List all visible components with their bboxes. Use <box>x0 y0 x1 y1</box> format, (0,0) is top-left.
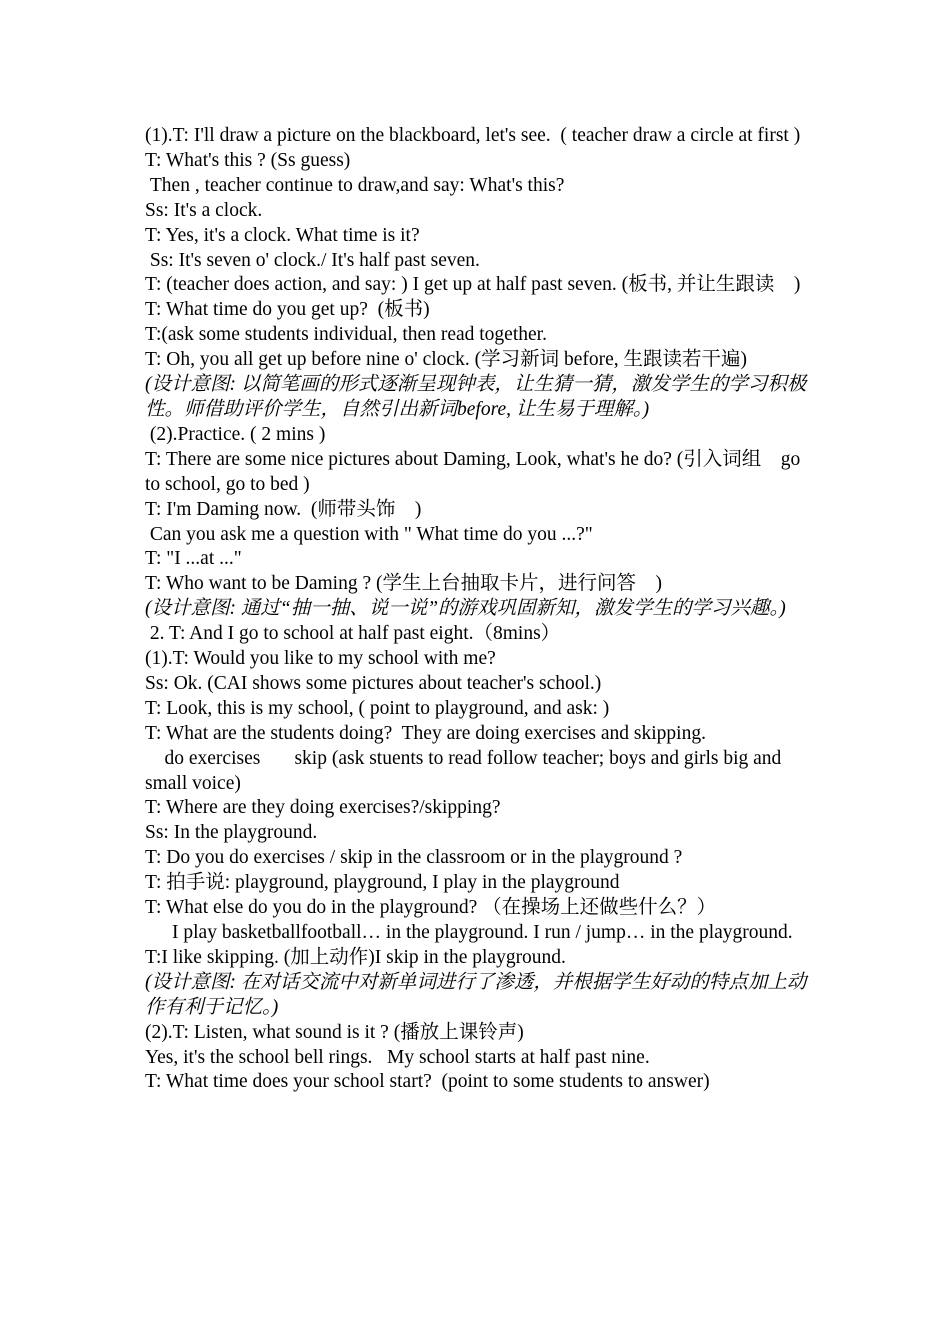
text-line: T: (teacher does action, and say: ) I get up at half past seven. (板书, 并让生跟读 ) <box>145 274 801 296</box>
text-line: T: Look, this is my school, ( point to playground, and ask: ) <box>145 697 610 719</box>
text-line: do exercises skip (ask stuents to read follow teacher; boys and girls big and small voice) <box>145 747 787 794</box>
text-line: T:(ask some students individual, then read together. <box>145 324 547 346</box>
section-heading: (2).Practice. ( 2 mins ) <box>145 423 326 445</box>
text-line: T: I'm Daming now. (师带头饰 ) <box>145 498 422 520</box>
text-line: (1).T: I'll draw a picture on the blackboard, let's see. ( teacher draw a circle at first ) <box>145 125 801 146</box>
text-line: Yes, it's the school bell rings. My school starts at half past nine. <box>145 1046 650 1068</box>
text-line: Can you ask me a question with " What time do you ...?" <box>145 523 593 545</box>
text-line: Ss: It's a clock. <box>145 199 263 221</box>
text-line: Ss: In the playground. <box>145 822 318 844</box>
text-line: (2).T: Listen, what sound is it ? (播放上课铃声) <box>145 1021 524 1043</box>
design-note: (设计意图: 通过“抽一抽、说一说”的游戏巩固新知，激发学生的学习兴趣。) <box>145 598 786 620</box>
text-line: Then , teacher continue to draw,and say: What's this? <box>145 174 565 196</box>
text-line: T: There are some nice pictures about Daming, Look, what's he do? (引入词组 go to school, go to bed ) <box>145 448 806 495</box>
text-line: T: Where are they doing exercises?/skipping? <box>145 797 501 819</box>
text-line: I play basketballfootball… in the playground. I run / jump… in the playground. <box>172 922 793 943</box>
section-heading: 2. T: And I go to school at half past eight.（8mins） <box>145 623 561 645</box>
text-line: T: 拍手说: playground, playground, I play in the playground <box>145 872 620 894</box>
text-line: Ss: It's seven o' clock./ It's half past seven. <box>145 249 480 271</box>
text-line: T: Do you do exercises / skip in the classroom or in the playground ? <box>145 847 683 869</box>
text-line: T: Oh, you all get up before nine o' clock. (学习新词 before, 生跟读若干遍) <box>145 349 748 371</box>
text-line: T: What are the students doing? They are doing exercises and skipping. <box>145 722 706 744</box>
design-note: (设计意图: 在对话交流中对新单词进行了渗透，并根据学生好动的特点加上动作有利于记忆。) <box>145 971 807 1018</box>
text-line: T: "I ...at ..." <box>145 548 242 570</box>
text-line: T: Yes, it's a clock. What time is it? <box>145 224 420 246</box>
design-note: (设计意图: 以简笔画的形式逐渐呈现钟表，让生猜一猜，激发学生的学习积极性。师借助评价学生，自然引出新词before, 让生易于理解。) <box>145 374 807 420</box>
text-line: T: Who want to be Daming ? (学生上台抽取卡片，进行问答 ) <box>145 573 662 595</box>
document-body <box>145 124 813 1095</box>
text-line: (1).T: Would you like to my school with me? <box>145 648 496 670</box>
text-line: T: What time does your school start? (point to some students to answer) <box>145 1071 710 1093</box>
text-line: T: What else do you do in the playground? （在操场上还做些什么？） <box>145 897 717 919</box>
text-line: T: What's this ? (Ss guess) <box>145 149 351 171</box>
text-line: T:I like skipping. (加上动作)I skip in the playground. <box>145 946 566 968</box>
text-line: Ss: Ok. (CAI shows some pictures about teacher's school.) <box>145 672 602 694</box>
text-line: T: What time do you get up? (板书) <box>145 299 430 321</box>
